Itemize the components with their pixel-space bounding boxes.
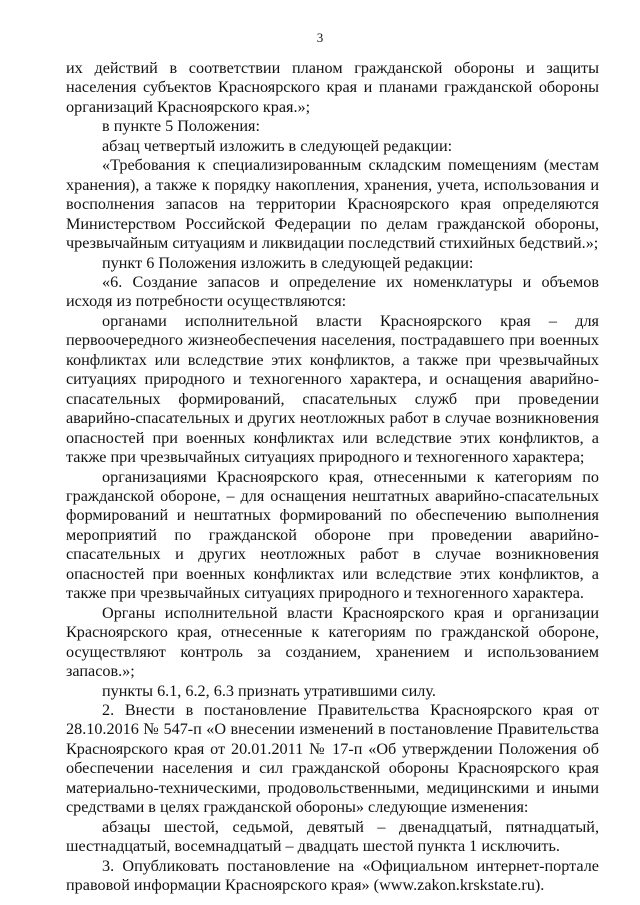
- paragraph-organizations: организациями Красноярского края, отнесенными к категориям по гражданской обороне, – для оснащения нештатных аварийно-спасательных формирований и нештатных формирований по обеспечению выполнения мероприятий по гражданской обороне при проведении аварийно-спасательных и других неотложных работ в случае возникновения опасностей при военных конфликтах или вследствие этих конфликтов, а также при чрезвычайных ситуациях природного и техногенного характера.: [66, 467, 599, 603]
- paragraph-point-6-intro: пункт 6 Положения изложить в следующей редакции:: [102, 253, 474, 272]
- document-body: [66, 59, 599, 895]
- paragraph-executive-bodies: органами исполнительной власти Красноярского края – для первоочередного жизнеобеспечения населения, пострадавшего при военных конфликтах или вследствие этих конфликтов, а также при чрезвычайных ситуациях природного и техногенного характера, и оснащения аварийно-спасательных формирований, спасательных служб при проведении аварийно-спасательных и других неотложных работ в случае возникновения опасностей при военных конфликтах или вследствие этих конфликтов, а также при чрезвычайных ситуациях природного и техногенного характера;: [66, 311, 599, 467]
- page-number: 3: [316, 30, 324, 45]
- paragraph-repeal: пункты 6.1, 6.2, 6.3 признать утратившими силу.: [102, 681, 436, 700]
- paragraph-point-6-text: «6. Создание запасов и определение их номенклатуры и объемов исходя из потребности осуществляются:: [66, 272, 599, 311]
- paragraph-exclusions: абзацы шестой, седьмой, девятый – двенадцатый, пятнадцатый, шестнадцатый, восемнадцатый – двадцать шестой пункта 1 исключить.: [66, 817, 599, 856]
- paragraph-item-3-publication: 3. Опубликовать постановление на «Официальном интернет-портале правовой информации Красноярского края» (www.zakon.krskstate.ru).: [66, 856, 599, 895]
- paragraph-point-5-heading: в пункте 5 Положения:: [102, 117, 260, 136]
- paragraph-control: Органы исполнительной власти Красноярского края и организации Красноярского края, отнесенные к категориям по гражданской обороне, осуществляют контроль за созданием, хранением и использованием запасов.»;: [66, 603, 599, 681]
- paragraph-storage-requirements: «Требования к специализированным складским помещениям (местам хранения), а также к порядку накопления, хранения, учета, использования и восполнения запасов на территории Красноярского края определяются Министерством Российской Федерации по делам гражданской обороны, чрезвычайным ситуациям и ликвидации последствий стихийных бедствий.»;: [66, 156, 599, 253]
- paragraph-item-2: 2. Внести в постановление Правительства Красноярского края от 28.10.2016 № 547-п «О внесении изменений в постановление Правительства Красноярского края от 20.01.2011 № 17-п «Об утверждении Положения об обеспечении населения и сил гражданской обороны Красноярского края материально-техническими, продовольственными, медицинскими и иными средствами в целях гражданской обороны» следующие изменения:: [66, 700, 599, 817]
- paragraph-abzac-4-intro: абзац четвертый изложить в следующей редакции:: [102, 136, 453, 155]
- paragraph-continuation: их действий в соответствии планом гражданской обороны и защиты населения субъектов Красноярского края и планами гражданской обороны организаций Красноярского края.»;: [66, 59, 599, 116]
